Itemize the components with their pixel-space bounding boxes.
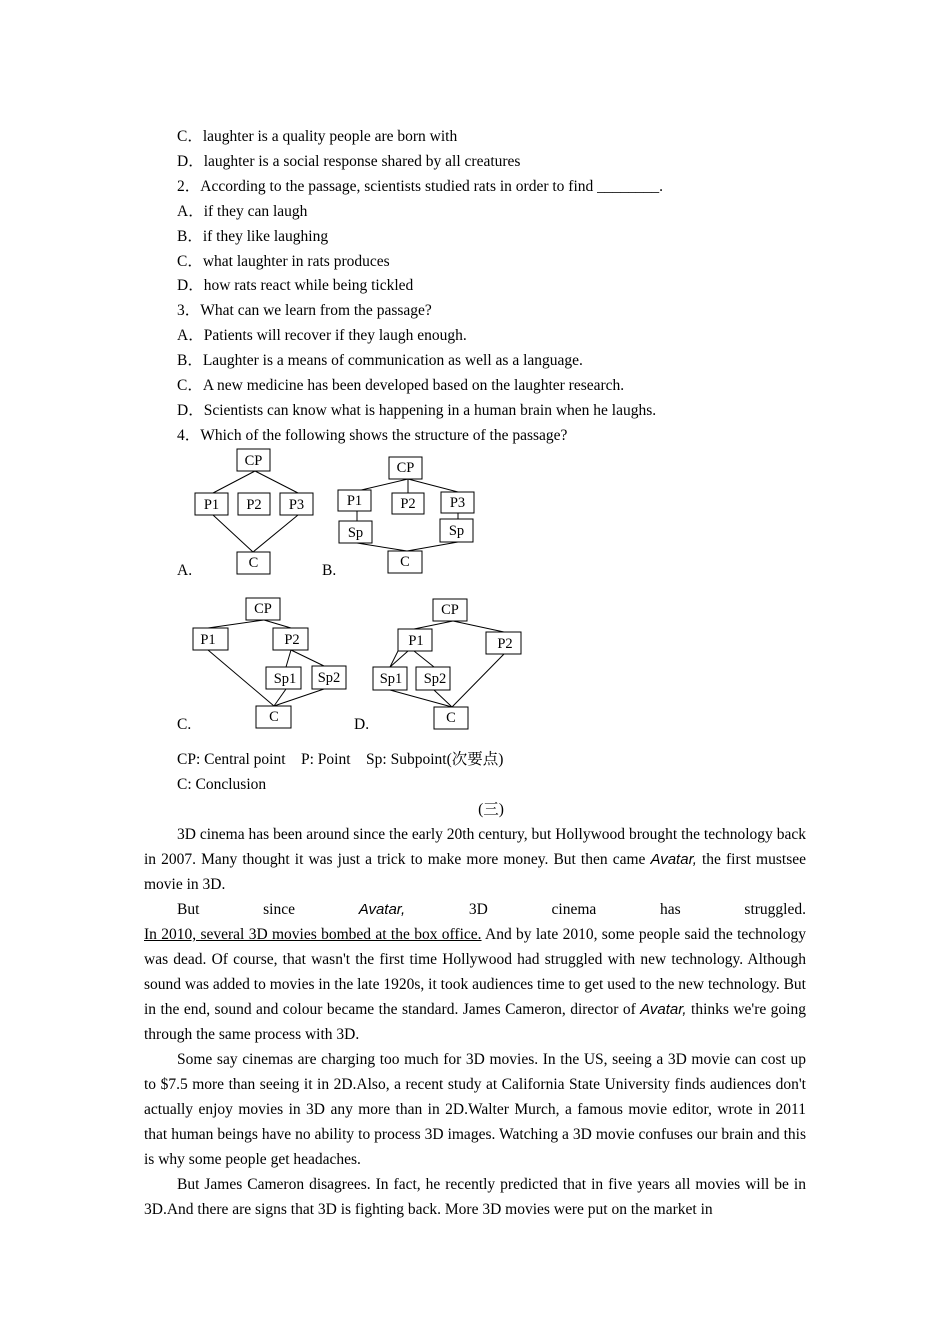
structure-diagram-c xyxy=(188,593,348,733)
p1-label: P1 xyxy=(346,493,363,509)
question-line: 3．What can we learn from the passage? xyxy=(177,302,432,319)
p3-label: P3 xyxy=(449,495,466,511)
p1-label: P1 xyxy=(200,632,216,648)
c-label: C xyxy=(269,709,279,725)
question-line: C．laughter is a quality people are born with xyxy=(177,128,458,145)
movie-title: Avatar, xyxy=(650,851,697,868)
sp1-label: Sp1 xyxy=(379,671,403,687)
cp-label: CP xyxy=(244,453,263,469)
option-d-label: D. xyxy=(354,716,370,733)
question-line: B．if they like laughing xyxy=(177,228,329,245)
paragraph-2: In 2010, several 3D movies bombed at the box office. And by late 2010, some people said the technology was dead. Of course, that wasn't the first time Hollywood had struggled with new technology. Although sound was added to movies in the late 1920s, it took audiences time to get used to the new technology. But in the end, sound and colour became the standard. James Cameron, director of Avatar, thinks we're going through the same process with 3D. xyxy=(144,926,806,1043)
structure-diagram-d xyxy=(368,594,528,734)
p1-label: P1 xyxy=(203,497,220,513)
legend-line: C: Conclusion xyxy=(177,776,267,793)
cp-label: CP xyxy=(441,602,459,618)
c-label: C xyxy=(248,555,259,571)
question-line: D．how rats react while being tickled xyxy=(177,277,414,294)
question-line: B．Laughter is a means of communication as well as a language. xyxy=(177,352,583,369)
cp-label: CP xyxy=(254,601,272,617)
structure-diagram-a xyxy=(190,445,320,580)
p2-label: P2 xyxy=(284,632,300,648)
p1-label: P1 xyxy=(408,633,424,649)
c-label: C xyxy=(446,710,456,726)
sp-label: Sp xyxy=(448,523,465,539)
question-line: 4．Which of the following shows the structure of the passage? xyxy=(177,427,568,444)
question-line: C．A new medicine has been developed based on the laughter research. xyxy=(177,377,625,394)
sp2-label: Sp2 xyxy=(317,670,341,686)
option-a-label: A. xyxy=(177,562,193,579)
paragraph-3: Some say cinemas are charging too much for 3D movies. In the US, seeing a 3D movie can cost up to $7.5 more than seeing it in 2D.Also, a recent study at California State University finds audiences don't actually enjoy movies in 3D any more than in 2D.Walter Murch, a famous movie editor, wrote in 2011 that human beings have no ability to process 3D images. Watching a 3D movie confuses our brain and this is why some people get headaches. xyxy=(144,1051,806,1168)
option-b-label: B. xyxy=(322,562,337,579)
passage xyxy=(144,822,806,1222)
p3-label: P3 xyxy=(288,497,305,513)
sp1-label: Sp1 xyxy=(273,671,297,687)
legend-line: CP: Central point P: Point Sp: Subpoint(次要点) xyxy=(177,751,504,768)
cp-label: CP xyxy=(396,460,415,476)
question-line: 2．According to the passage, scientists studied rats in order to find ________. xyxy=(177,178,664,195)
question-line: A．Patients will recover if they laugh enough. xyxy=(177,327,467,344)
sp-label: Sp xyxy=(347,525,364,541)
p2-label: P2 xyxy=(497,636,513,652)
question-line: D．Scientists can know what is happening in a human brain when he laughs. xyxy=(177,402,657,419)
section-marker: (三) xyxy=(478,801,504,818)
underlined-sentence: In 2010, several 3D movies bombed at the box office. xyxy=(144,926,482,943)
c-label: C xyxy=(400,554,410,570)
movie-title: Avatar, xyxy=(640,1001,687,1018)
movie-title: Avatar, xyxy=(358,901,406,918)
question-line: C．what laughter in rats produces xyxy=(177,253,390,270)
paragraph-4: But James Cameron disagrees. In fact, he recently predicted that in five years all movies will be in 3D.And there are signs that 3D is fighting back. More 3D movies were put on the market in xyxy=(144,1176,806,1218)
paragraph-2-first-line: But since Avatar, 3D cinema has struggled. xyxy=(177,901,806,918)
question-line: A．if they can laugh xyxy=(177,203,308,220)
sp2-label: Sp2 xyxy=(423,671,447,687)
p2-label: P2 xyxy=(246,497,262,513)
p2-label: P2 xyxy=(400,496,416,512)
option-c-label: C. xyxy=(177,716,192,733)
structure-diagram-b xyxy=(335,452,480,580)
question-line: D．laughter is a social response shared by all creatures xyxy=(177,153,521,170)
paragraph-1: 3D cinema has been around since the early 20th century, but Hollywood brought the technology back in 2007. Many thought it was just a trick to make more money. But then came Avatar, the first mustsee movie in 3D. xyxy=(144,826,806,893)
